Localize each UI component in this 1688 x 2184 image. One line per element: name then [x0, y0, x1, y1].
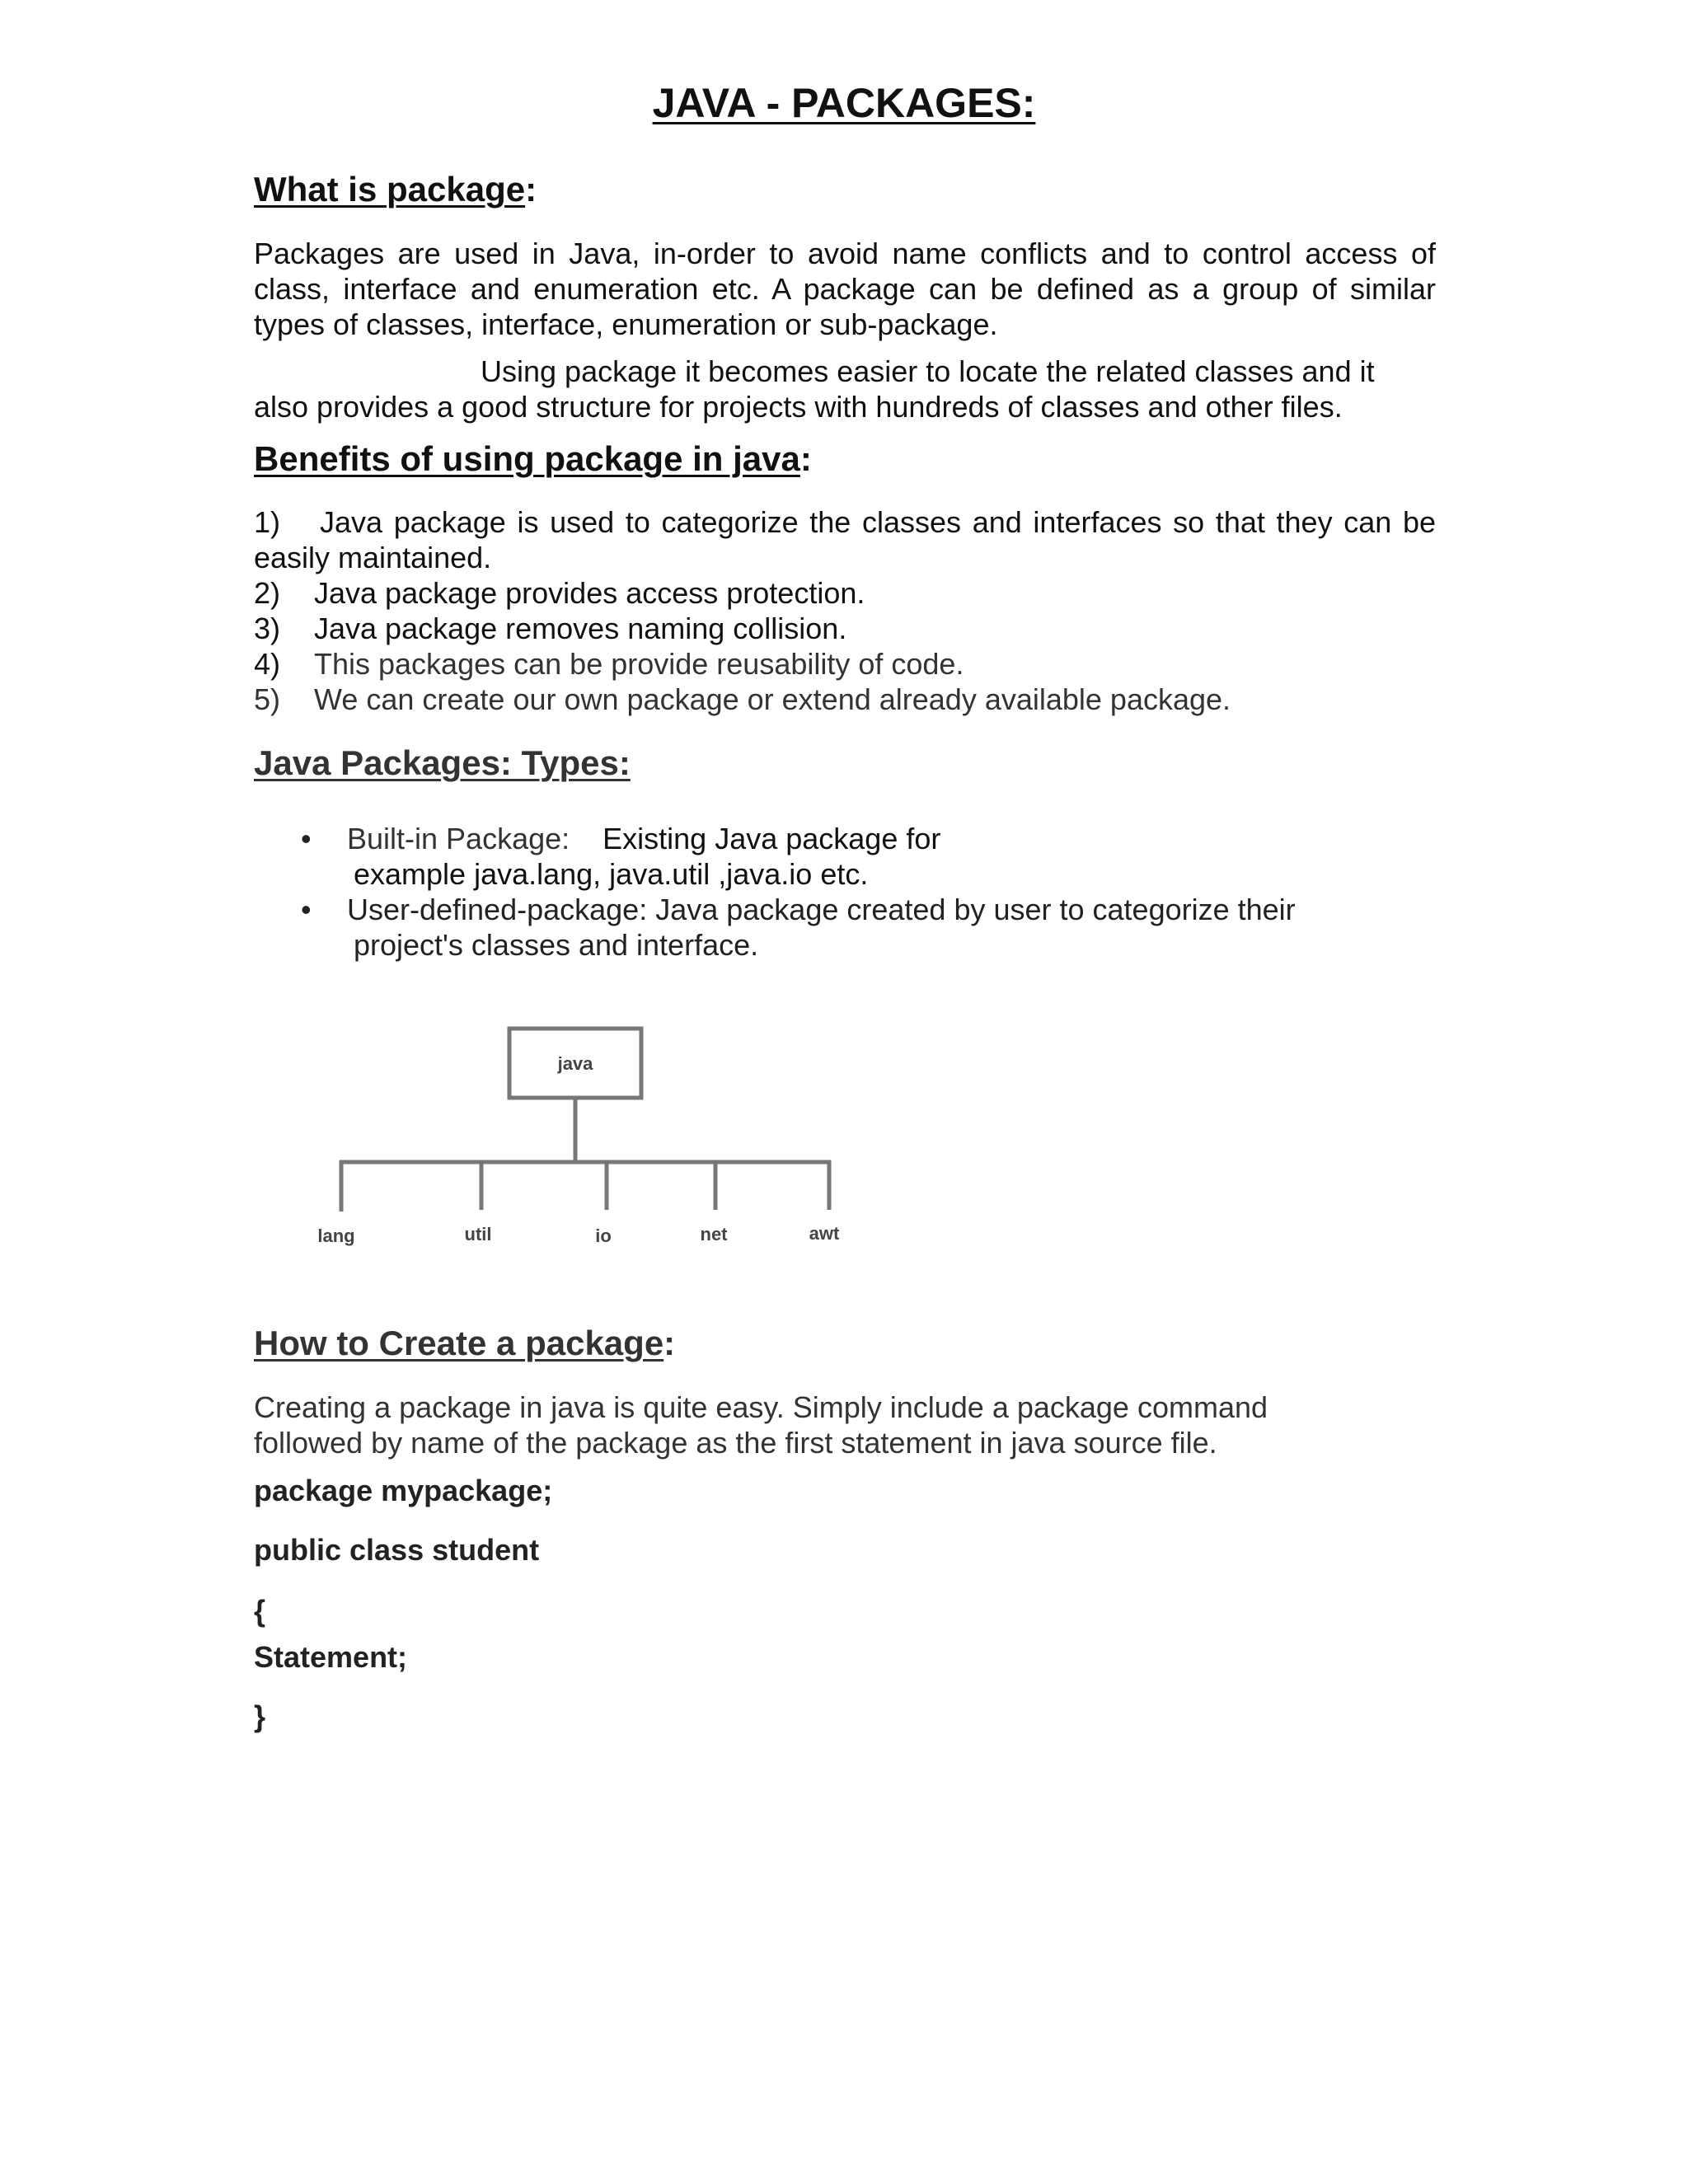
package-types-list	[301, 821, 1296, 963]
diagram-root-label: java	[557, 1053, 593, 1074]
code-line: public class student	[254, 1533, 540, 1567]
diagram-leaf-label-io: io	[595, 1226, 612, 1246]
diagram-leaf-label-net: net	[700, 1224, 728, 1244]
heading-what-is-package: What is package:	[254, 170, 537, 209]
package-hierarchy-diagram	[297, 1014, 874, 1261]
heading-package-types: Java Packages: Types:	[254, 743, 631, 782]
list-item: 4) This packages can be provide reusability of code.	[254, 647, 964, 681]
benefits-list	[254, 504, 1436, 717]
how-to-create-paragraph: Creating a package in java is quite easy. Simply include a package command followed by name of the package as the first statement in java source file.	[254, 1390, 1268, 1460]
what-is-package-paragraph: Packages are used in Java, in-order to avoid name conflicts and to control access of class, interface and enumeration etc. A package can be defined as a group of similar types of classes, interface, enumeration or sub-package.	[254, 237, 1436, 341]
list-item: • User-defined-package: Java package created by user to categorize their project's classes and interface.	[301, 893, 1296, 962]
diagram-leaf-label-awt: awt	[809, 1223, 840, 1244]
bullet-icon: •	[301, 893, 312, 926]
list-item: 3) Java package removes naming collision.	[254, 612, 847, 645]
list-item: 2) Java package provides access protection.	[254, 576, 865, 610]
page-title: JAVA - PACKAGES:	[652, 80, 1036, 126]
list-item: 5) We can create our own package or extend already available package.	[254, 682, 1231, 716]
list-item: 1) Java package is used to categorize the classes and interfaces so that they can be easily maintained.	[254, 505, 1436, 574]
code-line: {	[254, 1594, 266, 1628]
bullet-icon: •	[301, 822, 312, 855]
list-item: • Built-in Package: Existing Java package for example java.lang, java.util ,java.io etc.	[301, 822, 941, 891]
heading-how-to-create: How to Create a package:	[254, 1324, 676, 1362]
diagram-leaf-label-util: util	[464, 1224, 492, 1244]
code-line: Statement;	[254, 1640, 408, 1674]
code-line: }	[254, 1699, 266, 1733]
what-is-package-paragraph-2: Using package it becomes easier to locate the related classes and it also provides a good structure for projects with hundreds of classes and other files.	[254, 354, 1375, 424]
diagram-leaf-label-lang: lang	[317, 1226, 355, 1246]
code-line: package mypackage;	[254, 1474, 553, 1507]
heading-benefits: Benefits of using package in java:	[254, 439, 812, 478]
